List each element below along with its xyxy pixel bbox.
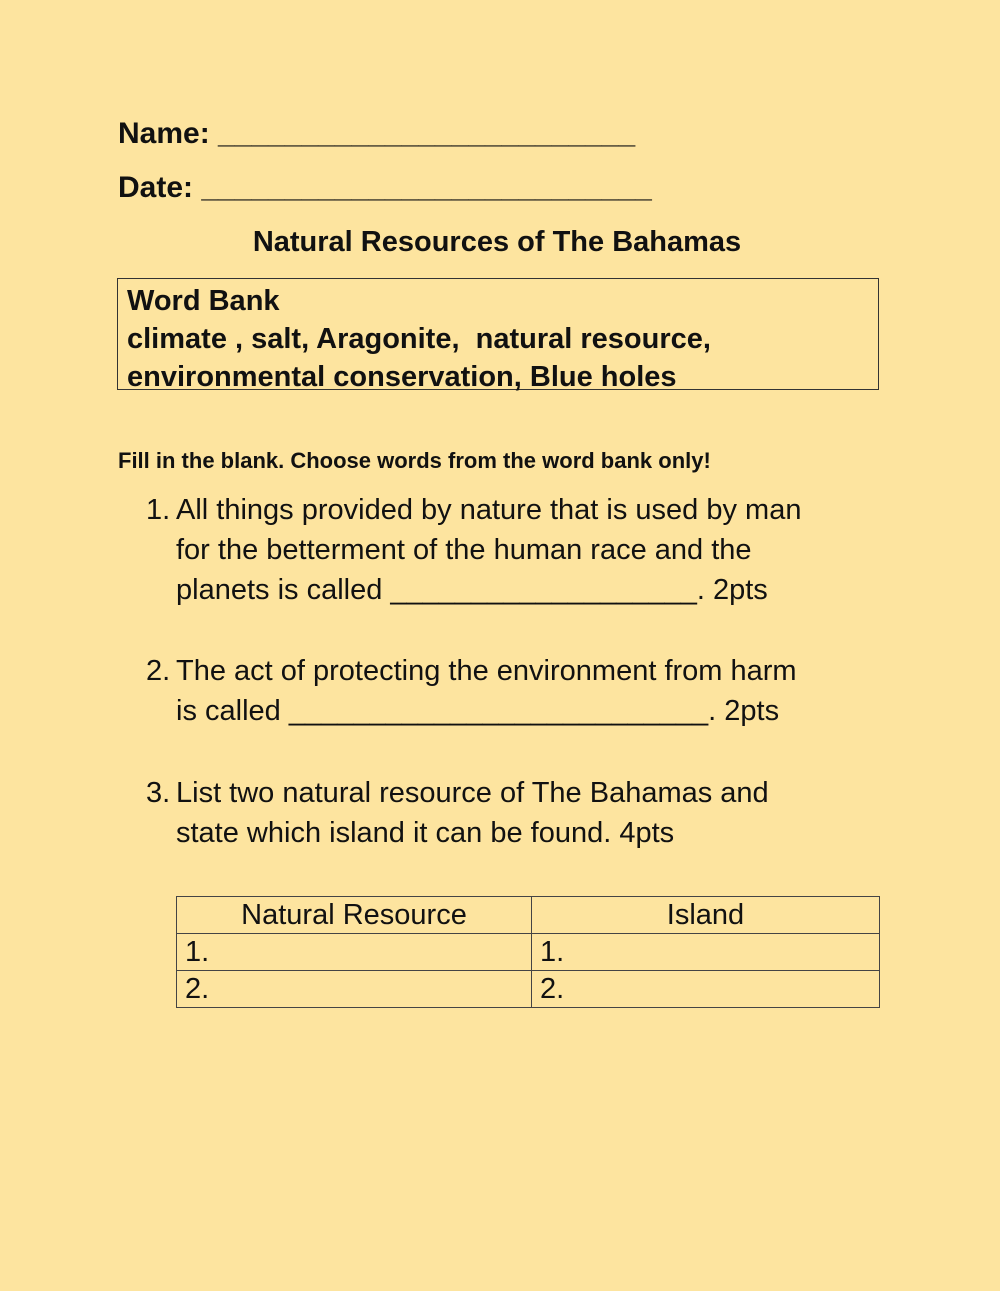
question-3 [146,773,906,853]
word-bank-heading: Word Bank [127,285,280,317]
question-line: All things provided by nature that is used by man [176,494,802,526]
resource-cell[interactable]: 2. [177,971,532,1008]
date-field-line[interactable]: Date: ___________________________ [118,171,652,204]
question-line: for the betterment of the human race and the [176,534,752,566]
table-row [177,971,880,1008]
resource-table [176,896,880,1008]
name-field-line[interactable]: Name: _________________________ [118,117,636,150]
column-header-natural-resource: Natural Resource [177,897,532,934]
column-header-island: Island [532,897,880,934]
question-answer-line[interactable]: is called __________________________. 2pts [176,695,780,727]
page-title [0,226,1000,259]
instruction-text: Fill in the blank. Choose words from the word bank only! [118,448,711,473]
question-number: 3. [146,777,171,809]
question-2 [146,651,906,731]
page-title-text: Natural Resources of The Bahamas [252,226,742,258]
word-bank-box [117,278,879,393]
question-1 [146,490,906,610]
question-number: 1. [146,494,171,526]
word-bank-line-1: climate , salt, Aragonite, natural resource, [127,323,711,355]
question-line: The act of protecting the environment from harm [176,655,797,687]
resource-cell[interactable]: 1. [177,934,532,971]
question-number: 2. [146,655,171,687]
question-line: state which island it can be found. 4pts [176,817,675,849]
question-answer-line[interactable]: planets is called ___________________. 2pts [176,574,768,606]
word-bank-line-2: environmental conservation, Blue holes [127,361,677,393]
table-row [177,934,880,971]
island-cell[interactable]: 2. [532,971,880,1008]
question-line: List two natural resource of The Bahamas and [176,777,769,809]
island-cell[interactable]: 1. [532,934,880,971]
table-header-row [177,897,880,934]
